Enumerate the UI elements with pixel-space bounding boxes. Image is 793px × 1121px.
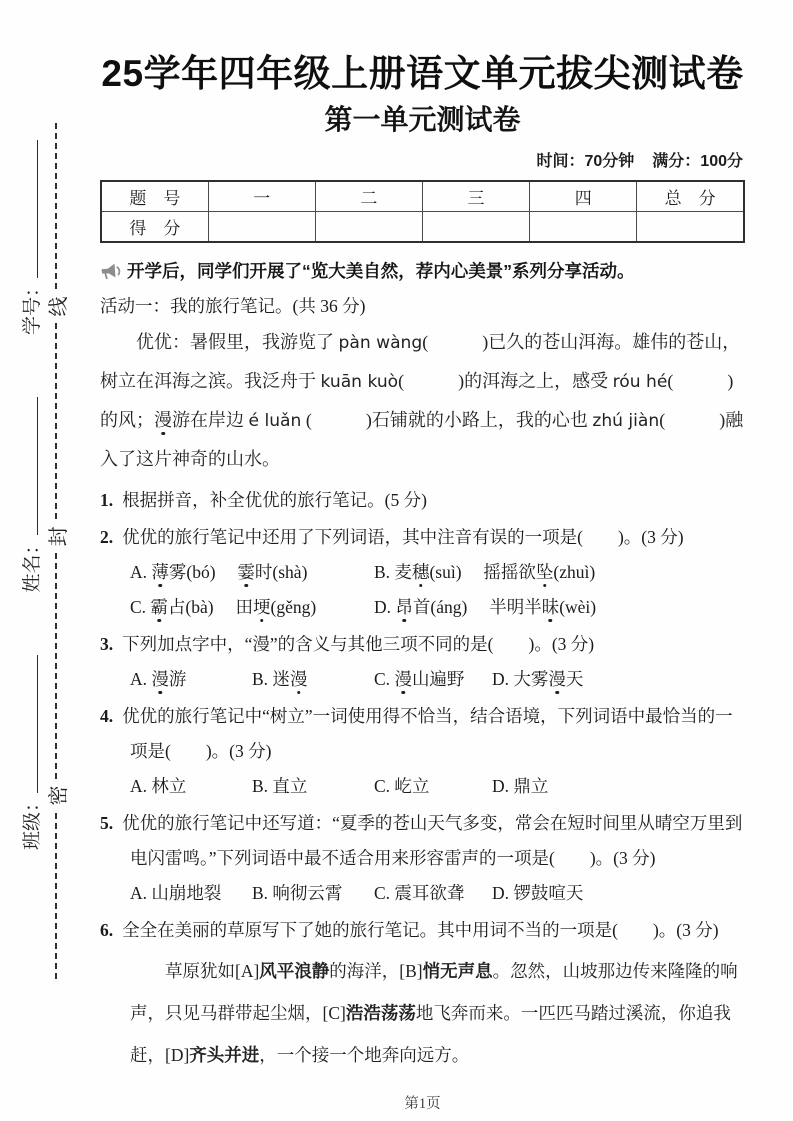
header-cell-total: 总 分 (637, 181, 744, 212)
intro-text: 开学后，同学们开展了“览大美自然，荐内心美景”系列分享活动。 (127, 261, 635, 281)
option-c: C. 漫山遍野 (374, 669, 465, 689)
option-c: C. 霸占(bà) 田埂(gěng) (130, 597, 317, 617)
exam-info (100, 148, 745, 171)
question-3 (100, 627, 745, 697)
exam-content (100, 0, 745, 1113)
question-stem: 下列加点字中，“漫”的含义与其他三项不同的是( )。(3 分) (122, 634, 595, 654)
option-d: D. 锣鼓喧天 (492, 883, 584, 903)
student-info-fields (15, 140, 45, 850)
question-2-stem-line (100, 520, 745, 555)
header-cell-four: 四 (530, 181, 637, 212)
page-title: 25学年四年级上册语文单元拔尖测试卷 (101, 53, 744, 94)
activity-title: 活动一：我的旅行笔记。(共 36 分) (100, 296, 366, 316)
header-cell-three: 三 (422, 181, 529, 212)
question-6-passage: 草原犹如[A]风平浪静的海洋，[B]悄无声息。忽然，山坡那边传来隆隆的响声，只见马群带起尘烟，[C]浩浩荡荡地飞奔而来。一匹匹马踏过溪流，你追我赶，[D]齐头并进，一个接一个地奔向远方。 (130, 961, 738, 1065)
time-limit: 时间：70分钟 (536, 153, 635, 170)
page-subtitle: 第一单元测试卷 (324, 104, 521, 135)
score-row (101, 212, 744, 243)
option-c: C. 震耳欲聋 (374, 883, 465, 903)
score-cell-three (422, 212, 529, 243)
question-2 (100, 520, 745, 625)
name-field (17, 398, 44, 593)
student-id-blank-line (20, 140, 37, 278)
option-d: D. 大雾漫天 (492, 669, 584, 689)
class-label: 班级： (21, 792, 43, 850)
name-blank-line (20, 398, 37, 536)
seal-dash (55, 323, 57, 519)
question-5-options (130, 876, 745, 911)
score-label-cell: 得 分 (101, 212, 208, 243)
question-stem: 优优的旅行笔记中还写道：“夏季的苍山天气多变，常会在短时间里从晴空万里到电闪雷鸣。”下列词语中最不适合用来形容雷声的一项是( )。(3 分) (122, 813, 743, 868)
option-a: A. 林立 (130, 776, 187, 796)
reading-passage: 优优：暑假里，我游览了 pàn wàng( )已久的苍山洱海。雄伟的苍山，树立在洱海之滨。我泛舟于 kuān kuò( )的洱海之上，感受 róu hé( )的风；漫游在岸边 é luǎn ( )石铺就的小路上，我的心也 zhú jiàn( )融入了这片神奇的山水。 (100, 332, 744, 469)
seal-dash (55, 813, 57, 979)
question-3-stem-line (100, 627, 745, 662)
seal-char-mi: 密 (47, 785, 70, 806)
header-cell-question-number: 题 号 (101, 181, 208, 212)
score-cell-four (530, 212, 637, 243)
question-stem: 全全在美丽的草原写下了她的旅行笔记。其中用词不当的一项是( )。(3 分) (122, 920, 719, 940)
seal-dash (55, 553, 57, 778)
question-5 (100, 806, 745, 911)
question-number: 1. (100, 490, 114, 510)
megaphone-icon (100, 262, 122, 280)
question-stem: 优优的旅行笔记中“树立”一词使用得不恰当，结合语境，下列词语中最恰当的一项是( )。(3 分) (122, 706, 733, 761)
question-stem: 优优的旅行笔记中还用了下列词语，其中注音有误的一项是( )。(3 分) (122, 527, 684, 547)
option-a: A. 山崩地裂 (130, 883, 222, 903)
seal-line (42, 123, 70, 979)
option-a: A. 漫游 (130, 669, 187, 689)
name-label: 姓名： (21, 535, 43, 593)
intro-line (100, 259, 745, 283)
question-6 (100, 913, 745, 1076)
question-4-options (130, 769, 745, 804)
seal-char-feng: 封 (47, 526, 70, 547)
option-d: D. 鼎立 (492, 776, 549, 796)
question-number: 6. (100, 920, 114, 940)
full-score: 满分：100分 (652, 153, 743, 170)
option-d: D. 昂首(áng) 半明半昧(wèi) (374, 597, 597, 617)
option-a: A. 薄雾(bó) 霎时(shà) (130, 562, 308, 582)
question-5-stem-line (100, 806, 745, 876)
seal-dash (55, 123, 57, 289)
score-cell-total (637, 212, 744, 243)
question-1-stem-line (100, 483, 745, 518)
question-2-options (130, 555, 745, 625)
page-footer: 第1页 (404, 1096, 441, 1112)
option-b: B. 直立 (252, 776, 308, 796)
option-c: C. 屹立 (374, 776, 430, 796)
question-4-stem-line (100, 699, 745, 769)
score-cell-two (315, 212, 422, 243)
question-4 (100, 699, 745, 804)
question-3-options (130, 662, 745, 697)
option-b: B. 麦穗(suì) 摇摇欲坠(zhuì) (374, 562, 596, 582)
question-number: 4. (100, 706, 114, 726)
class-blank-line (20, 655, 37, 793)
option-b: B. 响彻云霄 (252, 883, 343, 903)
question-number: 2. (100, 527, 114, 547)
score-table (100, 180, 745, 243)
question-6-stem-line (100, 913, 745, 948)
header-cell-two: 二 (315, 181, 422, 212)
question-number: 5. (100, 813, 114, 833)
class-field (17, 655, 44, 850)
student-id-field (17, 140, 44, 335)
header-cell-one: 一 (208, 181, 315, 212)
question-stem: 根据拼音，补全优优的旅行笔记。(5 分) (122, 490, 427, 510)
student-id-label: 学号： (21, 278, 43, 336)
seal-char-xian: 线 (47, 296, 70, 317)
option-b: B. 迷漫 (252, 669, 308, 689)
question-1 (100, 483, 745, 518)
question-number: 3. (100, 634, 114, 654)
score-cell-one (208, 212, 315, 243)
score-table-header-row (101, 181, 744, 212)
